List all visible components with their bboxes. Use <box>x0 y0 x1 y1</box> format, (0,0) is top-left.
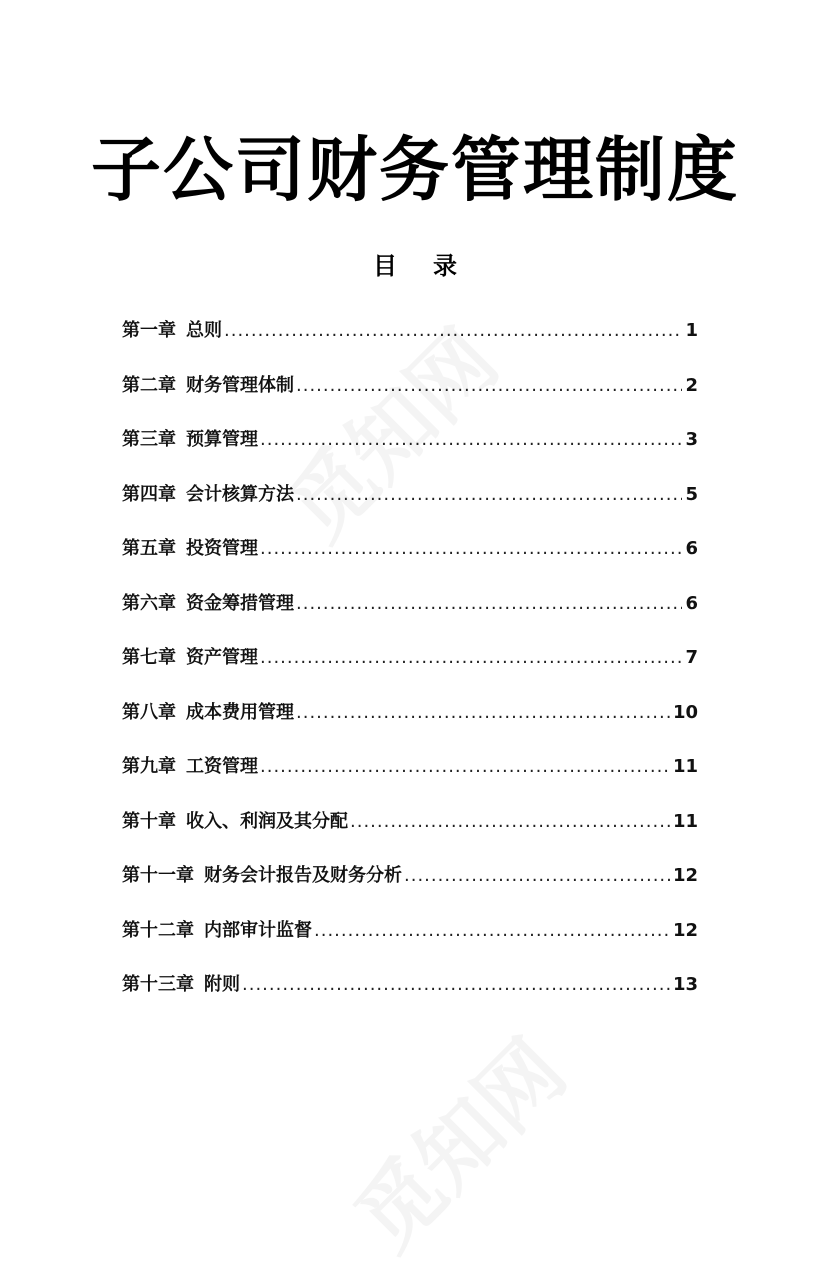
watermark <box>324 1009 588 1272</box>
toc-heading <box>0 250 830 282</box>
toc-entry[interactable] <box>122 532 698 587</box>
toc-chapter-title: 总则 <box>186 320 222 341</box>
toc-entry[interactable] <box>122 587 698 642</box>
toc-dot-leader <box>260 750 670 784</box>
toc-chapter-number: 第九章 <box>122 756 176 777</box>
toc-chapter-number: 第五章 <box>122 538 176 559</box>
toc-chapter-number: 第八章 <box>122 701 176 723</box>
toc-page-number: 1 <box>685 320 698 341</box>
toc-page-number: 13 <box>672 974 698 995</box>
toc-chapter-title: 会计核算方法 <box>186 483 294 505</box>
toc-chapter-number: 第七章 <box>122 647 176 668</box>
toc-dot-leader <box>296 478 682 512</box>
toc-chapter-title: 投资管理 <box>186 538 258 559</box>
toc-page-number: 12 <box>672 919 698 941</box>
toc-chapter-title: 资产管理 <box>186 647 258 668</box>
toc-dot-leader <box>224 314 682 348</box>
toc-dot-leader <box>260 641 682 675</box>
toc-page-number: 6 <box>685 592 698 614</box>
toc-chapter-number: 第二章 <box>122 374 176 396</box>
toc-chapter-number: 第十三章 <box>122 974 194 995</box>
toc-chapter-number: 第十二章 <box>122 919 194 941</box>
toc-chapter-title: 内部审计监督 <box>204 919 312 941</box>
toc-chapter-title: 财务管理体制 <box>186 374 294 396</box>
toc-entry[interactable] <box>122 750 698 805</box>
toc-entry[interactable] <box>122 968 698 1023</box>
toc-dot-leader <box>296 369 682 403</box>
toc-dot-leader <box>260 532 682 566</box>
toc-chapter-number: 第十一章 <box>122 865 194 886</box>
table-of-contents <box>122 314 698 1023</box>
toc-page-number: 7 <box>685 647 698 668</box>
toc-chapter-title: 收入、利润及其分配 <box>186 810 348 832</box>
toc-dot-leader <box>296 587 682 621</box>
toc-chapter-title: 预算管理 <box>186 429 258 450</box>
toc-chapter-title: 附则 <box>204 974 240 995</box>
toc-page-number: 3 <box>685 429 698 450</box>
toc-page-number: 2 <box>685 374 698 396</box>
toc-heading-right: 录 <box>433 252 457 280</box>
toc-chapter-number: 第一章 <box>122 320 176 341</box>
toc-entry[interactable] <box>122 696 698 751</box>
toc-dot-leader <box>404 859 670 893</box>
toc-entry[interactable] <box>122 314 698 369</box>
toc-page-number: 11 <box>672 810 698 832</box>
toc-entry[interactable] <box>122 478 698 533</box>
toc-entry[interactable] <box>122 641 698 696</box>
toc-page-number: 5 <box>685 483 698 505</box>
toc-chapter-number: 第四章 <box>122 483 176 505</box>
toc-dot-leader <box>296 696 670 730</box>
toc-dot-leader <box>314 914 670 948</box>
toc-chapter-number: 第六章 <box>122 592 176 614</box>
toc-entry[interactable] <box>122 914 698 969</box>
toc-entry[interactable] <box>122 423 698 478</box>
toc-heading-left: 目 <box>373 252 397 280</box>
toc-entry[interactable] <box>122 859 698 914</box>
toc-chapter-title: 成本费用管理 <box>186 701 294 723</box>
toc-chapter-title: 资金筹措管理 <box>186 592 294 614</box>
toc-page-number: 12 <box>672 865 698 886</box>
toc-page-number: 10 <box>672 701 698 723</box>
toc-chapter-number: 第三章 <box>122 429 176 450</box>
toc-page-number: 6 <box>685 538 698 559</box>
toc-page-number: 11 <box>672 756 698 777</box>
toc-chapter-title: 工资管理 <box>186 756 258 777</box>
toc-dot-leader <box>350 805 670 839</box>
toc-dot-leader <box>242 968 670 1002</box>
toc-chapter-title: 财务会计报告及财务分析 <box>204 865 402 886</box>
toc-entry[interactable] <box>122 369 698 424</box>
toc-entry[interactable] <box>122 805 698 860</box>
toc-chapter-number: 第十章 <box>122 810 176 832</box>
toc-dot-leader <box>260 423 682 457</box>
document-title: 子公司财务管理制度 <box>91 129 739 211</box>
